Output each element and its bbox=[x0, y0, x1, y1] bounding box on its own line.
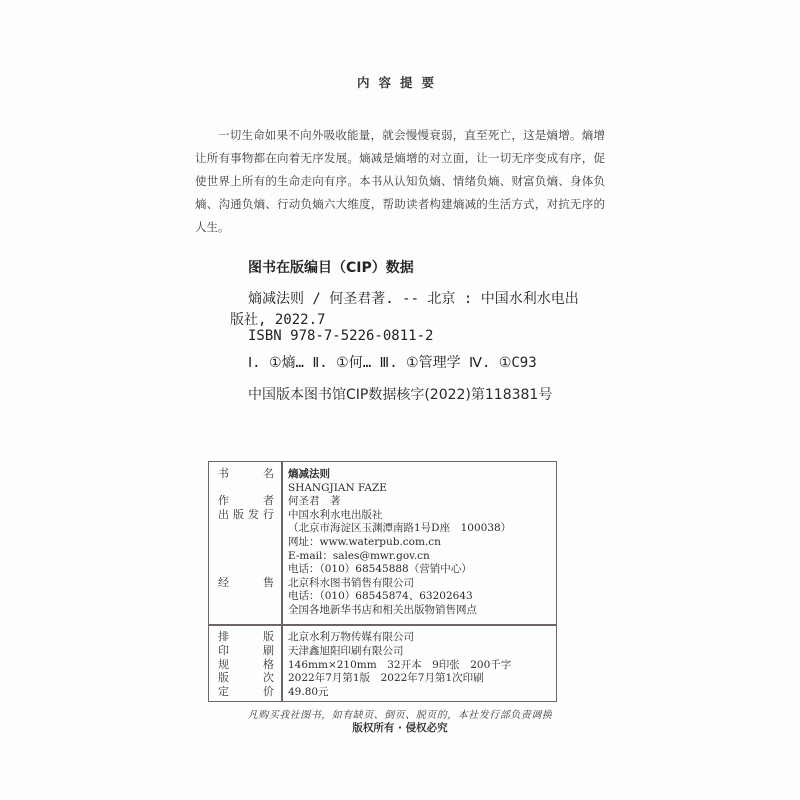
row-value: 电话：（010）68545874、63202643 bbox=[288, 590, 473, 603]
label-char: 印 bbox=[218, 643, 229, 657]
table-row bbox=[209, 576, 556, 590]
cip-title-line: 熵减法则 / 何圣君著. -- 北京 : 中国水利水电出 bbox=[248, 291, 579, 307]
label-char: 出 bbox=[218, 507, 229, 521]
label-char: 书 bbox=[218, 467, 229, 480]
label-char: 版 bbox=[218, 671, 229, 685]
table-row bbox=[209, 658, 556, 672]
table-row bbox=[209, 467, 556, 481]
cip-classification: Ⅰ. ①熵… Ⅱ. ①何… Ⅲ. ①管理学 Ⅳ. ①C93 bbox=[248, 355, 537, 371]
summary-paragraph: 一切生命如果不向外吸收能量，就会慢慢衰弱，直至死亡，这是熵增。熵增让所有事物都在向着无序发展。熵减是熵增的对立面，让一切无序变成有序，促使世界上所有的生命走向有序。本书从认知负熵、情绪负熵、财富负熵、身体负熵、沟通负熵、行动负熵六大维度，帮助读者构建熵减的生活方式，对抗无序的人生。 bbox=[195, 128, 605, 234]
table-row bbox=[209, 562, 556, 576]
row-value: 电话：（010）68545888（营销中心） bbox=[288, 563, 472, 576]
row-value: SHANGJIAN FAZE bbox=[288, 481, 387, 494]
table-row bbox=[209, 671, 556, 685]
row-value: 网址：www.waterpub.com.cn bbox=[288, 536, 441, 548]
table-row bbox=[209, 521, 556, 535]
row-value: 天津鑫旭阳印刷有限公司 bbox=[288, 644, 404, 657]
label-char: 次 bbox=[263, 671, 274, 685]
table-row bbox=[209, 494, 556, 508]
label-char: 作 bbox=[218, 494, 229, 508]
label-char: 刷 bbox=[263, 643, 274, 657]
row-label bbox=[218, 644, 274, 658]
row-value: 中国水利水电出版社 bbox=[288, 508, 383, 521]
row-label bbox=[218, 630, 274, 644]
footer-note: 凡购买我社图书，如有缺页、倒页、脱页的，本社发行部负责调换 bbox=[247, 710, 553, 721]
row-label bbox=[218, 467, 274, 481]
label-char: 经 bbox=[218, 575, 229, 589]
cip-isbn: ISBN 978-7-5226-0811-2 bbox=[248, 328, 434, 344]
label-char: 规 bbox=[218, 657, 229, 671]
table-row bbox=[209, 630, 556, 644]
table-row bbox=[209, 481, 556, 495]
row-label bbox=[218, 508, 274, 522]
row-label bbox=[218, 671, 274, 685]
section-divider bbox=[209, 624, 556, 626]
row-label bbox=[218, 658, 274, 672]
row-value: 熵减法则 bbox=[288, 468, 330, 480]
row-value: 全国各地新华书店和相关出版物销售网点 bbox=[288, 604, 477, 616]
label-char: 排 bbox=[218, 630, 229, 643]
label-char: 发 bbox=[248, 507, 259, 521]
row-value: 北京水利万物传媒有限公司 bbox=[288, 631, 414, 643]
label-char: 版 bbox=[263, 630, 274, 643]
table-row bbox=[209, 535, 556, 549]
row-label bbox=[218, 494, 274, 508]
table-row bbox=[209, 603, 556, 617]
cip-record-number: 中国版本图书馆CIP数据核字(2022)第118381号 bbox=[248, 387, 553, 403]
row-value: 何圣君 著 bbox=[288, 495, 341, 508]
table-row bbox=[209, 685, 556, 699]
row-value: 49.80元 bbox=[288, 686, 329, 699]
table-row bbox=[209, 644, 556, 658]
summary-body bbox=[195, 124, 605, 239]
label-char: 名 bbox=[263, 467, 274, 480]
cip-publisher-line: 版社, 2022.7 bbox=[230, 312, 326, 328]
label-char: 者 bbox=[263, 494, 274, 508]
label-char: 格 bbox=[263, 657, 274, 671]
row-label bbox=[218, 685, 274, 699]
table-row bbox=[209, 589, 556, 603]
table-row bbox=[209, 549, 556, 563]
row-value: E-mail：sales@mwr.gov.cn bbox=[288, 549, 430, 562]
row-value: 146mm×210mm 32开本 9印张 200千字 bbox=[288, 658, 512, 671]
label-char: 售 bbox=[263, 575, 274, 589]
imprint-table bbox=[208, 461, 557, 702]
cip-heading: 图书在版编目（CIP）数据 bbox=[248, 260, 414, 276]
label-char: 行 bbox=[263, 507, 274, 521]
row-value: 2022年7月第1版 2022年7月第1次印刷 bbox=[288, 672, 484, 685]
table-row bbox=[209, 508, 556, 522]
copyright-notice: 版权所有 · 侵权必究 bbox=[352, 722, 448, 734]
label-char: 版 bbox=[233, 507, 244, 521]
row-label bbox=[218, 576, 274, 590]
label-char: 定 bbox=[218, 685, 229, 699]
row-value: （北京市海淀区玉渊潭南路1号D座 100038） bbox=[288, 522, 512, 535]
row-value: 北京科水图书销售有限公司 bbox=[288, 576, 414, 589]
label-char: 价 bbox=[263, 685, 274, 699]
summary-title: 内容提要 bbox=[356, 75, 443, 90]
